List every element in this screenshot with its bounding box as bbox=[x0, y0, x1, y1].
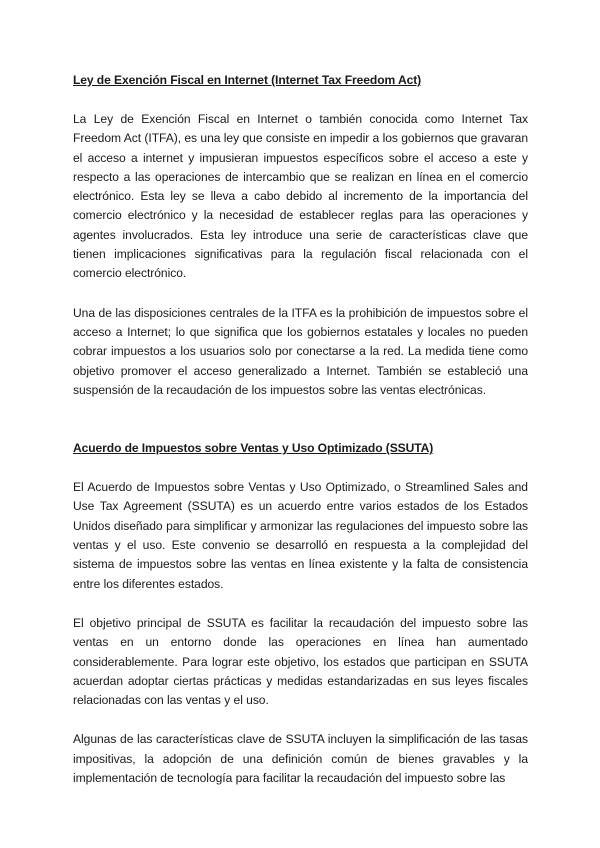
section-title-ssuta: Acuerdo de Impuestos sobre Ventas y Uso Optimizado (SSUTA) bbox=[73, 441, 434, 456]
paragraph-ssuta-features: Algunas de las características clave de SSUTA incluyen la simplificación de las tasas impositivas, la adopción de una definición común de bienes gravables y la implementación de tecnología para facilitar la recaudación del impuesto sobre las bbox=[73, 732, 528, 786]
section-title-itfa: Ley de Exención Fiscal en Internet (Internet Tax Freedom Act) bbox=[73, 73, 422, 87]
paragraph-ssuta-objective: El objetivo principal de SSUTA es facilitar la recaudación del impuesto sobre las ventas en un entorno donde las operaciones en línea han aumentado considerablemente. Para lograr este objetivo, los estados que participan en SSUTA acuerdan adoptar ciertas prácticas y medidas estandarizadas en sus leyes fiscales relacionadas con las ventas y el uso. bbox=[73, 615, 528, 708]
paragraph-itfa-intro: La Ley de Exención Fiscal en Internet o también conocida como Internet Tax Freedom Act (ITFA), es una ley que consiste en impedir a los gobiernos que gravaran el acceso a internet y impusieran impuestos específicos sobre el acceso a este y respecto a las operaciones de intercambio que se realizan en línea en el comercio electrónico. Esta ley se lleva a cabo debido al incremento de la importancia del comercio electrónico y la necesidad de establecer reglas para las operaciones y agentes involucrados. Esta ley introduce una serie de características clave que tienen implicaciones significativas para la regulación fiscal relacionada con el comercio electrónico. bbox=[73, 112, 528, 281]
document-page bbox=[73, 71, 528, 788]
paragraph-itfa-provisions: Una de las disposiciones centrales de la ITFA es la prohibición de impuestos sobre el acceso a Internet; lo que significa que los gobiernos estatales y locales no pueden cobrar impuestos a los usuarios solo por conectarse a la red. La medida tiene como objetivo promover el acceso generalizado a Internet. También se estableció una suspensión de la recaudación de los impuestos sobre las ventas electrónicas. bbox=[73, 305, 528, 397]
paragraph-ssuta-intro: El Acuerdo de Impuestos sobre Ventas y Uso Optimizado, o Streamlined Sales and Use Tax Agreement (SSUTA) es un acuerdo entre varios estados de los Estados Unidos diseñado para simplificar y armonizar las regulaciones del impuesto sobre las ventas y el uso. Este convenio se desarrolló en respuesta a la complejidad del sistema de impuestos sobre las ventas en línea existente y la falta de consistencia entre los diferentes estados. bbox=[73, 480, 528, 591]
